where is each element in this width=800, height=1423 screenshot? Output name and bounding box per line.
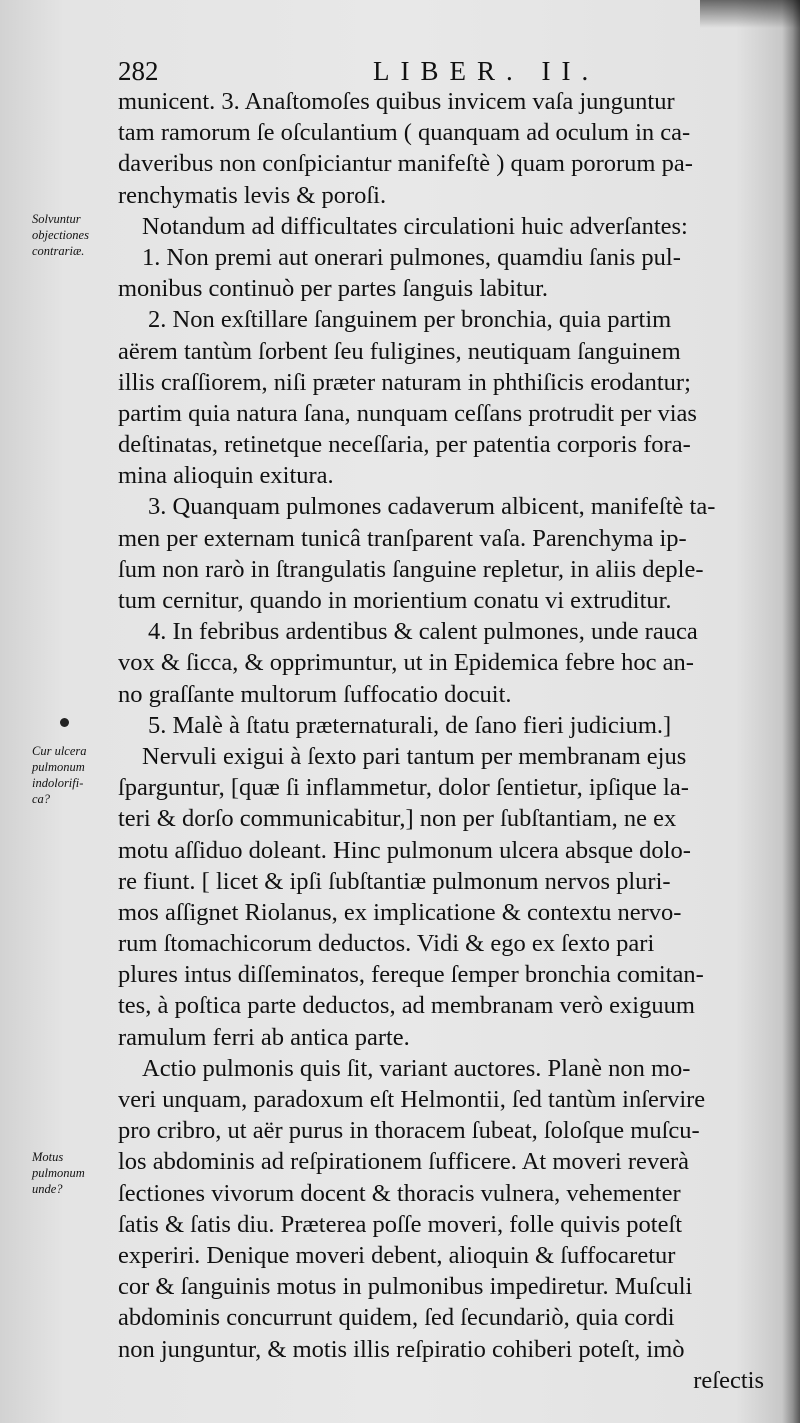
text-line: abdominis concurrunt quidem, ſed ſecundariò, quia cordi [118, 1304, 675, 1332]
text-line: 3. Quanquam pulmones cadaverum albicent, manifeſtè ta- [148, 493, 716, 521]
margin-note-line: Motus [32, 1150, 64, 1164]
text-line: no graſſante multorum ſuffocatio docuit. [118, 680, 512, 708]
running-title: LIBER. II. [373, 56, 600, 86]
text-line: plures intus diſſeminatos, fereque ſemper bronchia comitan- [118, 961, 704, 989]
text-line: tam ramorum ſe oſculantium ( quanquam ad oculum in ca- [118, 119, 691, 147]
text-line: experiri. Denique moveri debent, alioquin & ſuffocaretur [118, 1241, 676, 1269]
text-line: 5. Malè à ſtatu præternaturali, de ſano fieri judicium.] [148, 711, 672, 739]
margin-note-line: unde? [32, 1182, 63, 1196]
text-line: 2. Non exſtillare ſanguinem per bronchia, quia partim [148, 306, 672, 334]
page-corner-shadow [700, 0, 800, 28]
page-edge-shadow [782, 0, 800, 1423]
text-line: mina alioquin exitura. [118, 462, 334, 490]
margin-note-line: indolorifi- [32, 776, 84, 790]
text-line: ſatis & ſatis diu. Præterea poſſe moveri, folle quivis poteſt [118, 1210, 683, 1238]
margin-note-line: contrariæ. [32, 244, 85, 258]
text-line: illis craſſiorem, niſi præter naturam in phthiſicis erodantur; [118, 368, 691, 396]
text-line: ſectiones vivorum docent & thoracis vulnera, vehementer [118, 1179, 681, 1207]
text-line: motu aſſiduo doleant. Hinc pulmonum ulcera absque dolo- [118, 836, 691, 864]
text-line: vox & ſicca, & opprimuntur, ut in Epidemica febre hoc an- [118, 649, 694, 677]
text-line: re fiunt. [ licet & ipſi ſubſtantiæ pulmonum nervos pluri- [118, 867, 671, 895]
text-line: partim quia natura ſana, nunquam ceſſans protrudit per vias [118, 399, 697, 427]
text-line: non junguntur, & motis illis reſpiratio cohiberi poteſt, imò [118, 1335, 685, 1363]
margin-note-line: objectiones [32, 228, 89, 242]
text-line: Notandum ad difficultates circulationi huic adverſantes: [142, 212, 688, 240]
margin-note-line: Solvuntur [32, 212, 81, 226]
text-line: Nervuli exigui à ſexto pari tantum per membranam ejus [142, 742, 687, 770]
text-line: men per externam tunicâ tranſparent vaſa. Parenchyma ip- [118, 524, 687, 552]
page-number: 282 [118, 56, 159, 86]
margin-note-line: pulmonum [32, 1166, 85, 1180]
text-line: rum ſtomachicorum deductos. Vidi & ego ex ſexto pari [118, 930, 655, 958]
text-line: 1. Non premi aut onerari pulmones, quamdiu ſanis pul- [142, 243, 681, 271]
bullet-mark [60, 718, 69, 727]
catchword: reſectis [693, 1366, 764, 1394]
text-line: Actio pulmonis quis ſit, variant auctores. Planè non mo- [142, 1054, 691, 1082]
text-line: teri & dorſo communicabitur,] non per ſubſtantiam, ne ex [118, 805, 677, 833]
text-line: ſum non rarò in ſtrangulatis ſanguine repletur, in aliis deple- [118, 555, 704, 583]
text-line: monibus continuò per partes ſanguis labitur. [118, 275, 549, 303]
text-line: los abdominis ad reſpirationem ſufficere. At moveri reverà [118, 1148, 690, 1176]
text-line: 4. In febribus ardentibus & calent pulmones, unde rauca [148, 618, 698, 646]
margin-note-ulcera [32, 743, 120, 807]
text-line: municent. 3. Anaſtomoſes quibus invicem vaſa junguntur [118, 88, 675, 115]
margin-note-line: pulmonum [32, 760, 85, 774]
text-line: cor & ſanguinis motus in pulmonibus impediretur. Muſculi [118, 1273, 693, 1301]
text-line: mos aſſignet Riolanus, ex implicatione & contextu nervo- [118, 898, 682, 926]
text-line: veri unquam, paradoxum eſt Helmontii, ſed tantùm inſervire [118, 1086, 706, 1113]
body-text [118, 86, 764, 1396]
text-line: tum cernitur, quando in morientium conatu vi extruditur. [118, 587, 672, 614]
text-line: daveribus non conſpiciantur manifeſtè ) quam pororum pa- [118, 150, 693, 178]
text-line: deſtinatas, retinetque neceſſaria, per patentia corporis fora- [118, 431, 691, 459]
text-line: renchymatis levis & poroſi. [118, 181, 387, 209]
text-line: aërem tantùm ſorbent ſeu fuligines, neutiquam ſanguinem [118, 337, 681, 365]
text-line: ramulum ferri ab antica parte. [118, 1023, 410, 1051]
margin-note-line: ca? [32, 792, 51, 806]
margin-note-objections [32, 211, 120, 259]
margin-note-line: Cur ulcera [32, 744, 87, 758]
margin-note-motus [32, 1149, 120, 1197]
text-line: pro cribro, ut aër purus in thoracem ſubeat, ſoloſque muſcu- [118, 1117, 700, 1145]
text-line: ſparguntur, [quæ ſi inflammetur, dolor ſentietur, ipſique la- [118, 774, 689, 802]
text-line: tes, à poſtica parte deductos, ad membranam verò exiguum [118, 992, 695, 1020]
